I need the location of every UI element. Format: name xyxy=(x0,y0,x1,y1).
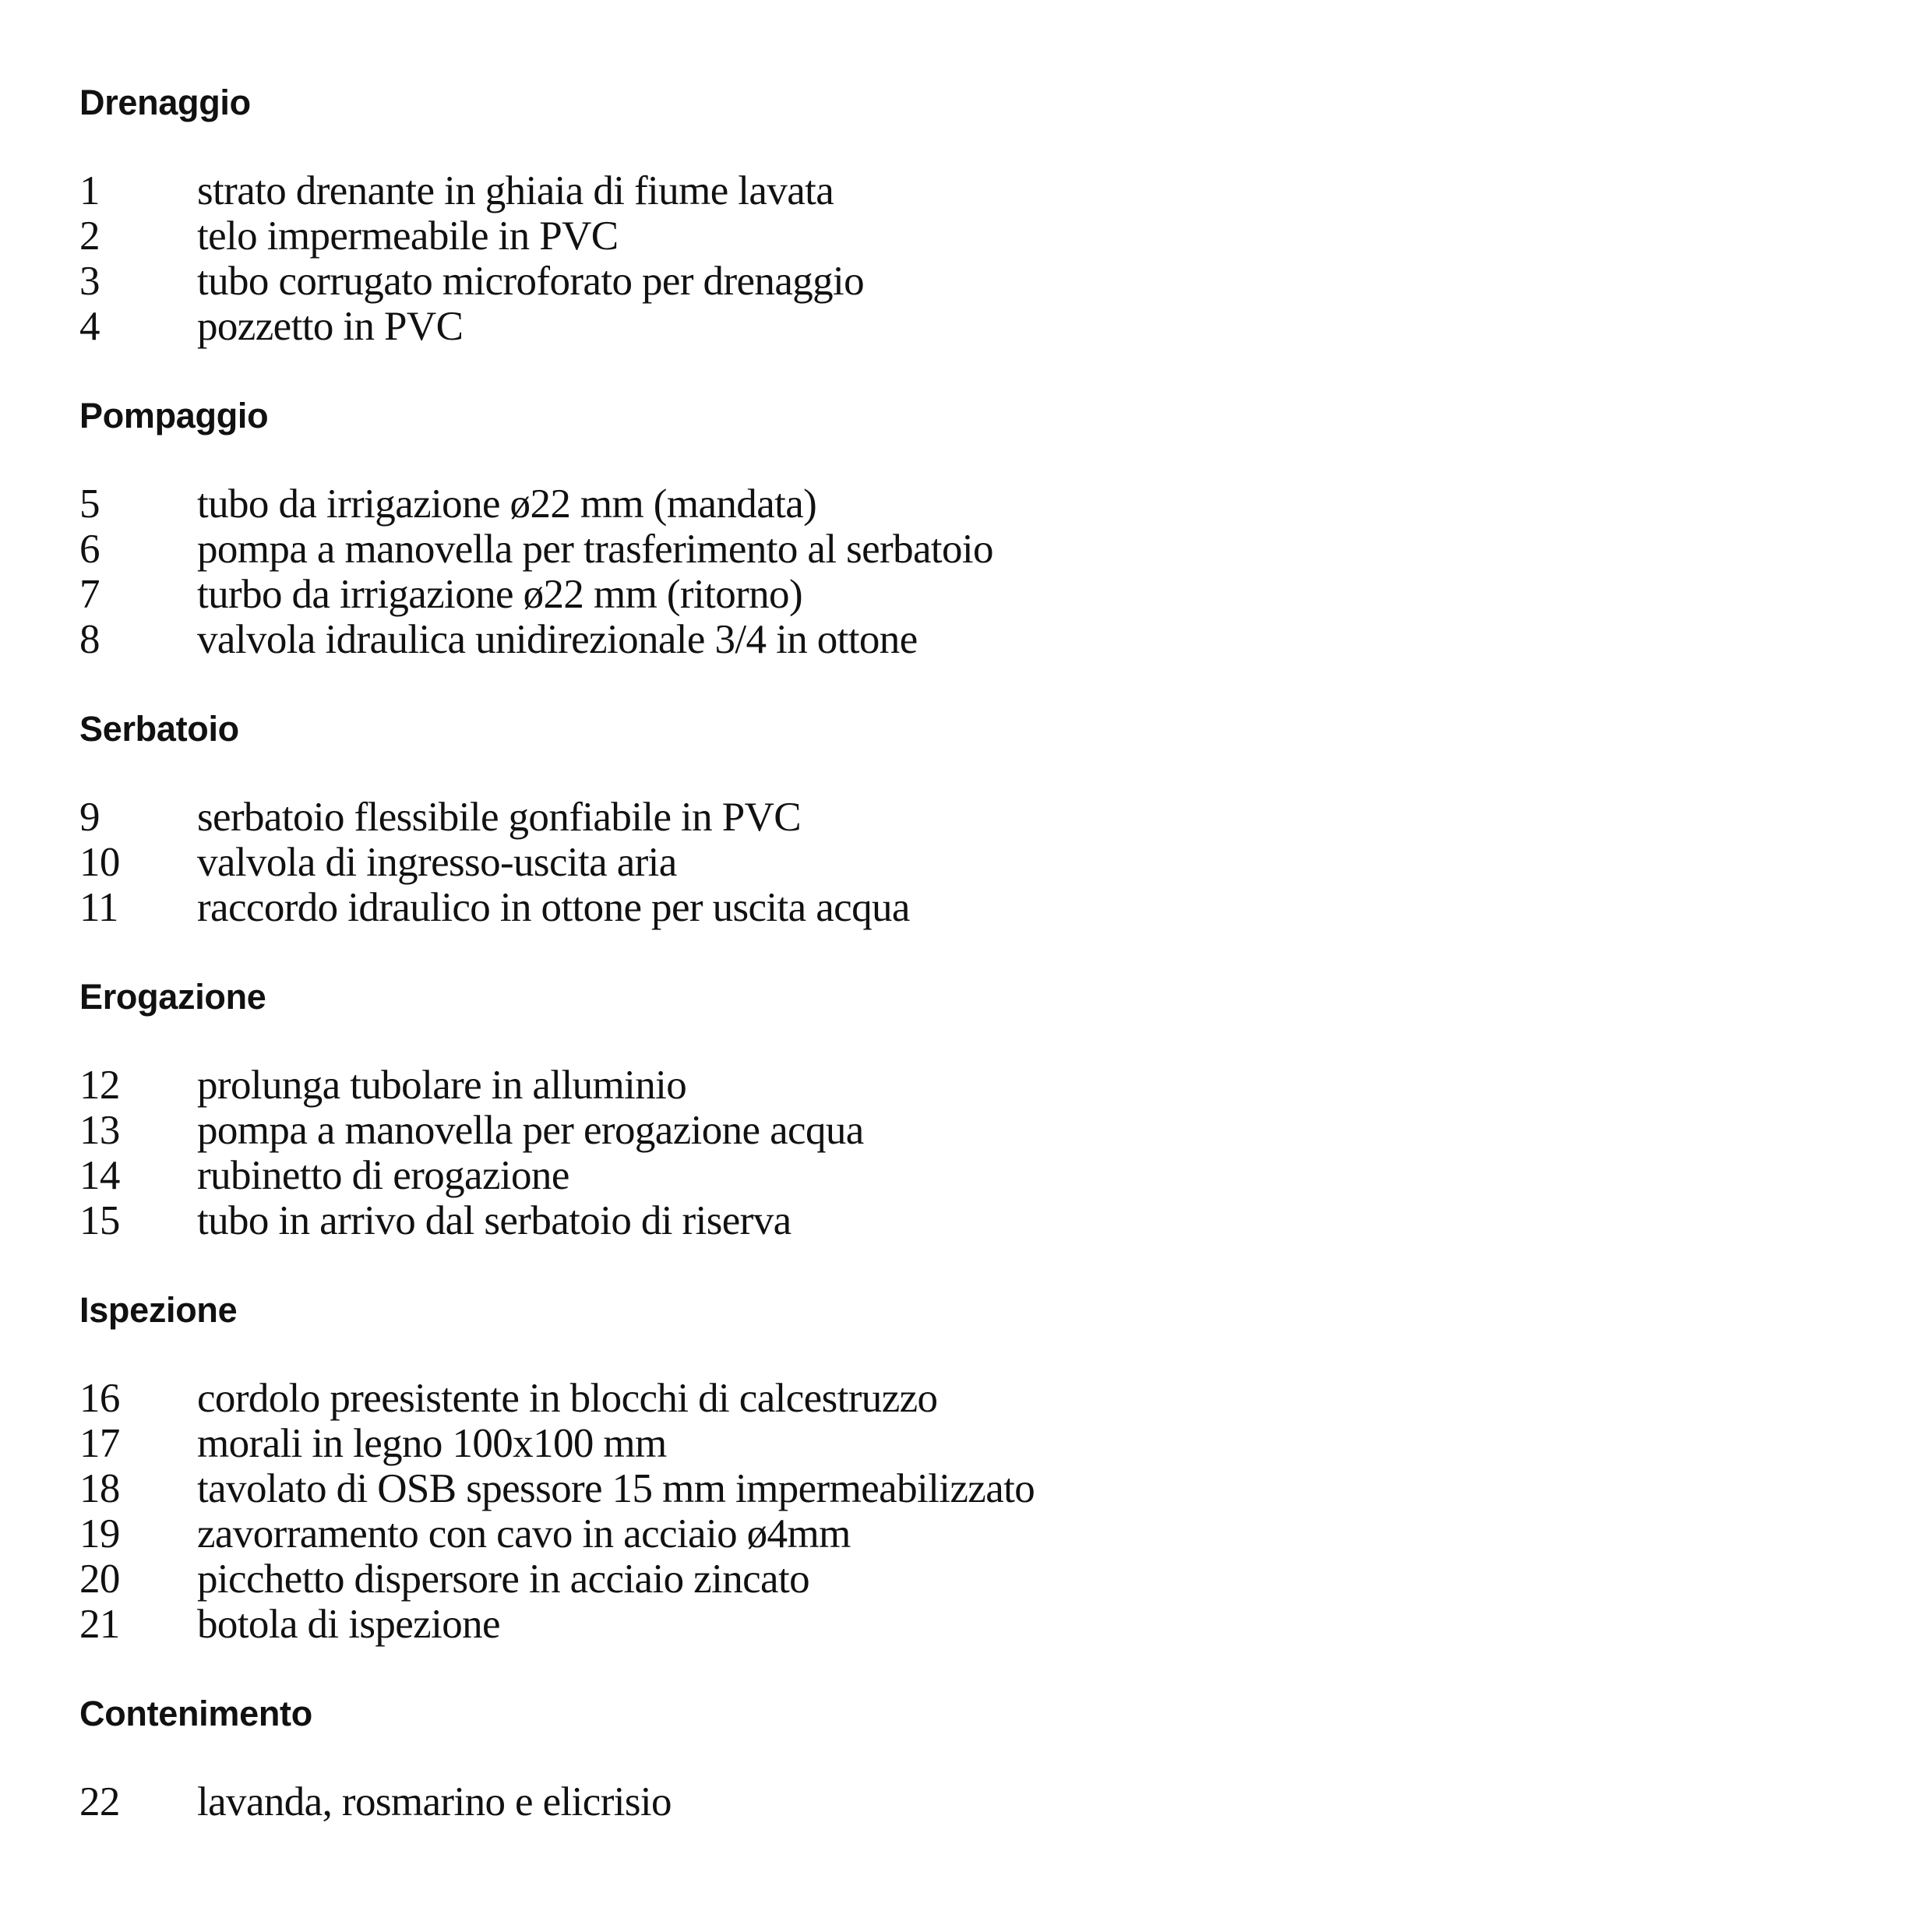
item-number: 3 xyxy=(79,259,100,304)
list-item xyxy=(79,259,1793,304)
item-description: tubo da irrigazione ø22 mm (mandata) xyxy=(197,481,817,527)
item-list xyxy=(79,168,1793,349)
item-number: 18 xyxy=(79,1466,120,1511)
item-description: zavorramento con cavo in acciaio ø4mm xyxy=(197,1511,851,1557)
list-item xyxy=(79,840,1793,885)
list-item xyxy=(79,617,1793,662)
item-number: 10 xyxy=(79,840,120,885)
list-item xyxy=(79,1779,1793,1824)
list-item xyxy=(79,527,1793,572)
item-description: tavolato di OSB spessore 15 mm impermeabilizzato xyxy=(197,1466,1035,1511)
item-list xyxy=(79,1779,1793,1824)
item-description: valvola idraulica unidirezionale 3/4 in ottone xyxy=(197,617,918,662)
item-description: pozzetto in PVC xyxy=(197,304,464,349)
item-number: 14 xyxy=(79,1153,120,1198)
item-number: 5 xyxy=(79,481,100,527)
section-drenaggio xyxy=(79,81,1793,349)
list-item xyxy=(79,1466,1793,1511)
item-description: valvola di ingresso-uscita aria xyxy=(197,840,677,885)
item-description: botola di ispezione xyxy=(197,1602,500,1647)
list-item xyxy=(79,213,1793,259)
list-item xyxy=(79,572,1793,617)
list-item xyxy=(79,1108,1793,1153)
list-item xyxy=(79,304,1793,349)
item-number: 19 xyxy=(79,1511,120,1557)
item-description: turbo da irrigazione ø22 mm (ritorno) xyxy=(197,572,802,617)
item-number: 15 xyxy=(79,1198,120,1243)
list-item xyxy=(79,168,1793,213)
section-erogazione xyxy=(79,975,1793,1243)
item-description: serbatoio flessibile gonfiabile in PVC xyxy=(197,795,802,840)
item-description: picchetto dispersore in acciaio zincato xyxy=(197,1557,809,1602)
list-item xyxy=(79,481,1793,527)
section-title: Drenaggio xyxy=(79,83,251,122)
list-item xyxy=(79,1198,1793,1243)
item-description: rubinetto di erogazione xyxy=(197,1153,569,1198)
item-description: prolunga tubolare in alluminio xyxy=(197,1063,687,1108)
section-title: Serbatoio xyxy=(79,709,239,749)
legend xyxy=(79,81,1793,1824)
list-item xyxy=(79,1421,1793,1466)
item-number: 7 xyxy=(79,572,100,617)
list-item xyxy=(79,1153,1793,1198)
list-item xyxy=(79,1063,1793,1108)
item-number: 20 xyxy=(79,1557,120,1602)
item-number: 1 xyxy=(79,168,100,213)
item-list xyxy=(79,1376,1793,1647)
item-number: 6 xyxy=(79,527,100,572)
item-number: 2 xyxy=(79,213,100,259)
item-list xyxy=(79,481,1793,662)
list-item xyxy=(79,795,1793,840)
section-title: Ispezione xyxy=(79,1290,238,1330)
section-serbatoio xyxy=(79,707,1793,930)
item-list xyxy=(79,795,1793,930)
item-description: cordolo preesistente in blocchi di calcestruzzo xyxy=(197,1376,938,1421)
section-title: Pompaggio xyxy=(79,396,269,435)
item-description: tubo in arrivo dal serbatoio di riserva xyxy=(197,1198,791,1243)
section-contenimento xyxy=(79,1692,1793,1824)
item-list xyxy=(79,1063,1793,1243)
item-number: 13 xyxy=(79,1108,120,1153)
item-number: 17 xyxy=(79,1421,120,1466)
item-description: lavanda, rosmarino e elicrisio xyxy=(197,1779,672,1824)
item-number: 8 xyxy=(79,617,100,662)
item-description: pompa a manovella per trasferimento al serbatoio xyxy=(197,527,993,572)
item-description: raccordo idraulico in ottone per uscita acqua xyxy=(197,885,910,930)
item-description: tubo corrugato microforato per drenaggio xyxy=(197,259,865,304)
item-number: 12 xyxy=(79,1063,120,1108)
item-number: 21 xyxy=(79,1602,120,1647)
item-number: 16 xyxy=(79,1376,120,1421)
list-item xyxy=(79,885,1793,930)
list-item xyxy=(79,1602,1793,1647)
item-number: 22 xyxy=(79,1779,120,1824)
item-number: 9 xyxy=(79,795,100,840)
section-title: Contenimento xyxy=(79,1694,312,1733)
item-number: 4 xyxy=(79,304,100,349)
list-item xyxy=(79,1511,1793,1557)
item-description: morali in legno 100x100 mm xyxy=(197,1421,667,1466)
item-number: 11 xyxy=(79,885,118,930)
section-title: Erogazione xyxy=(79,977,266,1017)
list-item xyxy=(79,1376,1793,1421)
section-ispezione xyxy=(79,1289,1793,1647)
list-item xyxy=(79,1557,1793,1602)
section-pompaggio xyxy=(79,394,1793,662)
item-description: telo impermeabile in PVC xyxy=(197,213,619,259)
item-description: pompa a manovella per erogazione acqua xyxy=(197,1108,864,1153)
item-description: strato drenante in ghiaia di fiume lavata xyxy=(197,168,834,213)
